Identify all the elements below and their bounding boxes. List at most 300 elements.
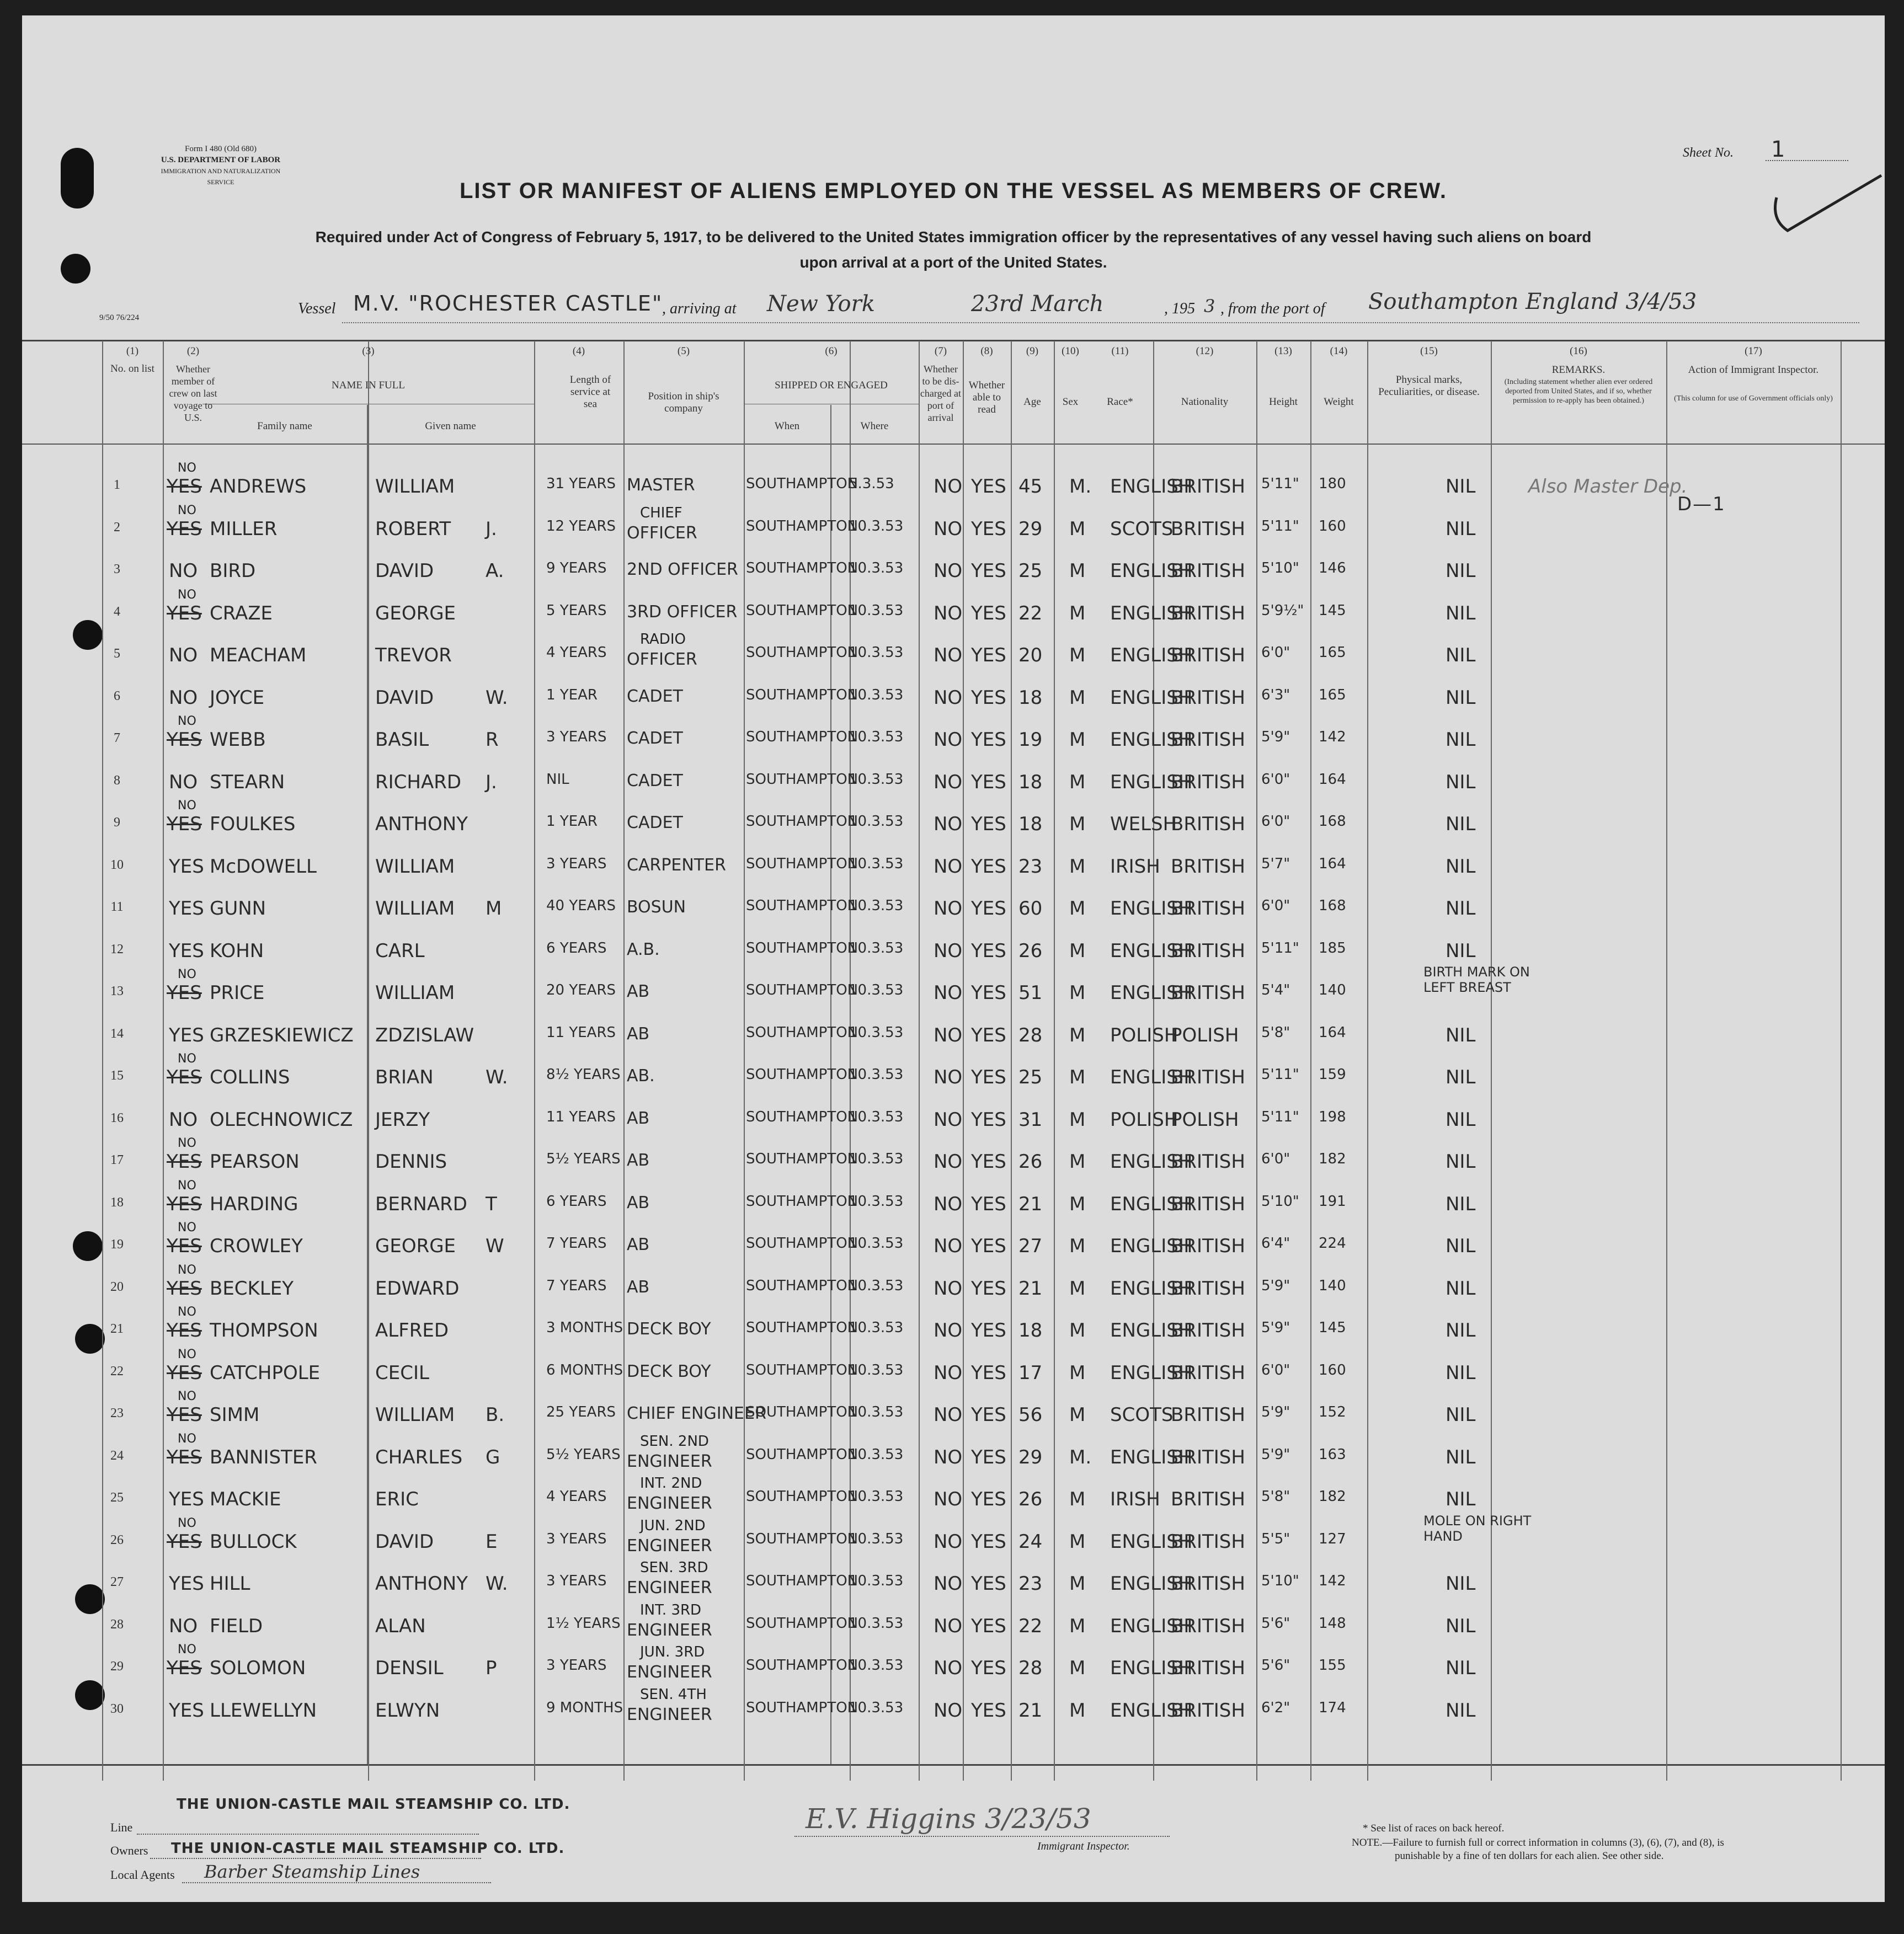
cell-disch: NO [934, 1657, 963, 1679]
cell-family: FOULKES [210, 813, 296, 835]
cell-disch: NO [934, 813, 963, 835]
cell-read: YES [971, 602, 1006, 624]
cell-race: ENGLISH [1110, 560, 1193, 582]
crew-row [22, 1305, 1885, 1350]
cell-sex: M [1069, 602, 1086, 624]
cell-last-voyage: NO [169, 771, 198, 793]
col-number: (11) [1111, 345, 1129, 357]
cell-no: 22 [110, 1364, 124, 1379]
cell-family: FIELD [210, 1615, 263, 1637]
cell-race: ENGLISH [1110, 982, 1193, 1004]
cell-sex: M [1069, 560, 1086, 582]
cell-height: 5'11" [1261, 939, 1299, 957]
col-number: (13) [1274, 345, 1292, 357]
cell-position: ENGINEER [627, 1663, 712, 1682]
cell-given: EDWARD [375, 1277, 460, 1300]
cell-last-voyage: NO [169, 644, 198, 666]
cell-position: ENGINEER [627, 1536, 712, 1556]
col-header-discharged: Whether to be dis-charged at port of arrival [920, 364, 962, 423]
cell-given: ALFRED [375, 1319, 449, 1342]
cell-family: PRICE [210, 982, 265, 1004]
cell-position: AB [627, 1193, 650, 1212]
cell-weight: 164 [1319, 771, 1346, 788]
service-name: IMMIGRATION AND NATURALIZATION SERVICE [161, 167, 281, 186]
cell-nat: BRITISH [1171, 1573, 1245, 1595]
col-header-name: NAME IN FULL [332, 380, 405, 391]
cell-race: ENGLISH [1110, 602, 1193, 624]
cell-disch: NO [934, 1573, 963, 1595]
cell-service: 1 YEAR [546, 813, 598, 830]
cell-where: SOUTHAMPTON [746, 1277, 858, 1294]
cell-last-voyage-struck: YES [167, 476, 202, 498]
cell-position-prefix: JUN. 2ND [640, 1517, 706, 1534]
cell-position: CADET [627, 813, 683, 832]
cell-weight: 165 [1319, 686, 1346, 703]
cell-position: CADET [627, 729, 683, 748]
crew-row [22, 549, 1885, 591]
sheet-number-value: 1 [1771, 137, 1786, 162]
cell-disch: NO [934, 517, 963, 540]
cell-nat: BRITISH [1171, 602, 1245, 624]
cell-where: SOUTHAMPTON [746, 1024, 858, 1041]
cell-position: MASTER [627, 476, 695, 495]
cell-where: SOUTHAMPTON [746, 813, 858, 830]
cell-last-voyage: NO [178, 461, 196, 475]
cell-weight: 145 [1319, 1319, 1346, 1336]
cell-position: A.B. [627, 939, 660, 959]
col-number: (2) [186, 345, 200, 357]
cell-marks: NIL [1446, 1615, 1476, 1637]
col-header-service: Length of service at sea [569, 374, 611, 410]
cell-nat: BRITISH [1171, 1193, 1245, 1215]
cell-read: YES [971, 476, 1006, 498]
cell-weight: 145 [1319, 602, 1346, 619]
cell-last-voyage: NO [169, 560, 198, 582]
cell-given: ZDZISLAW [375, 1024, 474, 1046]
cell-height: 6'0" [1261, 644, 1290, 661]
cell-nat: BRITISH [1171, 1657, 1245, 1679]
cell-age: 21 [1018, 1699, 1043, 1722]
cell-read: YES [971, 1361, 1006, 1384]
cell-no: 8 [114, 773, 120, 788]
cell-given: CECIL [375, 1361, 429, 1384]
manifest-sheet [22, 15, 1885, 1902]
cell-nat: BRITISH [1171, 1404, 1245, 1426]
cell-weight: 142 [1319, 1573, 1346, 1589]
cell-no: 1 [114, 478, 120, 492]
cell-position-prefix: CHIEF [640, 504, 682, 521]
line-label: Line [110, 1820, 133, 1834]
cell-race: ENGLISH [1110, 1319, 1193, 1342]
cell-no: 20 [110, 1279, 124, 1294]
cell-race: ENGLISH [1110, 729, 1193, 751]
cell-disch: NO [934, 1615, 963, 1637]
cell-position: 2ND OFFICER [627, 560, 738, 579]
cell-family: KOHN [210, 939, 264, 962]
cell-weight: 164 [1319, 1024, 1346, 1041]
cell-init: W. [486, 1066, 508, 1088]
cell-sex: M [1069, 1530, 1086, 1553]
cell-marks: NIL [1446, 897, 1476, 920]
cell-position: BOSUN [627, 897, 686, 917]
cell-nat: BRITISH [1171, 644, 1245, 666]
cell-family: CROWLEY [210, 1235, 303, 1257]
cell-weight: 168 [1319, 897, 1346, 914]
cell-weight: 160 [1319, 517, 1346, 535]
cell-given: TREVOR [375, 644, 452, 666]
cell-weight: 198 [1319, 1108, 1346, 1125]
cell-given: DAVID [375, 686, 434, 709]
cell-service: 6 YEARS [546, 939, 607, 957]
cell-marks: NIL [1446, 729, 1476, 751]
cell-no: 11 [110, 900, 124, 914]
cell-last-voyage: YES [169, 939, 204, 962]
crew-row [22, 1513, 1885, 1562]
cell-when: 10.3.53 [849, 1530, 904, 1547]
cell-weight: 174 [1319, 1699, 1346, 1716]
cell-where: SOUTHAMPTON [746, 1488, 858, 1505]
cell-last-voyage-struck: YES [167, 1404, 202, 1426]
col-header-sex: Sex [1062, 396, 1079, 408]
cell-race: ENGLISH [1110, 644, 1193, 666]
cell-race: ENGLISH [1110, 939, 1193, 962]
col-number: (14) [1330, 345, 1348, 357]
cell-weight: 127 [1319, 1530, 1346, 1547]
cell-init: A. [486, 560, 504, 582]
cell-last-voyage-struck: YES [167, 517, 202, 540]
cell-age: 21 [1018, 1193, 1043, 1215]
cell-weight: 165 [1319, 644, 1346, 661]
cell-family: BECKLEY [210, 1277, 294, 1300]
form-number: Form I 480 (Old 680) [185, 145, 257, 153]
cell-where: SOUTHAMPTON [746, 686, 858, 703]
cell-last-voyage: YES [169, 855, 204, 878]
cell-sex: M [1069, 1404, 1086, 1426]
cell-last-voyage: NO [178, 714, 196, 728]
cell-no: 7 [114, 731, 120, 745]
cell-where: SOUTHAMPTON [746, 1615, 858, 1632]
cell-weight: 191 [1319, 1193, 1346, 1210]
cell-disch: NO [934, 1530, 963, 1553]
cell-nat: BRITISH [1171, 771, 1245, 793]
cell-nat: BRITISH [1171, 982, 1245, 1004]
crew-row [22, 1221, 1885, 1266]
cell-read: YES [971, 1699, 1006, 1722]
cell-age: 28 [1018, 1657, 1043, 1679]
cell-read: YES [971, 1319, 1006, 1342]
cell-age: 17 [1018, 1361, 1043, 1384]
col-header-marks: Physical marks, Peculiarities, or disease. [1378, 374, 1480, 398]
cell-sex: M [1069, 686, 1086, 709]
cell-read: YES [971, 855, 1006, 878]
cell-disch: NO [934, 476, 963, 498]
cell-sex: M [1069, 1151, 1086, 1173]
cell-marks: NIL [1446, 1404, 1476, 1426]
cell-no: 13 [110, 984, 124, 998]
cell-family: THOMPSON [210, 1319, 318, 1342]
cell-service: 9 MONTHS [546, 1699, 623, 1716]
agents-label: Local Agents [110, 1868, 175, 1882]
cell-last-voyage-struck: YES [167, 1235, 202, 1257]
cell-where: SOUTHAMPTON [746, 1404, 858, 1420]
cell-nat: BRITISH [1171, 939, 1245, 962]
cell-disch: NO [934, 1277, 963, 1300]
cell-where: SOUTHAMPTON [746, 1699, 858, 1716]
crew-row [22, 1431, 1885, 1477]
cell-disch: NO [934, 982, 963, 1004]
cell-height: 5'9" [1261, 1319, 1290, 1336]
cell-read: YES [971, 1235, 1006, 1257]
cell-sex: M [1069, 1657, 1086, 1679]
cell-weight: 168 [1319, 813, 1346, 830]
crew-row [22, 1390, 1885, 1435]
cell-position: ENGINEER [627, 1620, 712, 1640]
cell-weight: 160 [1319, 1361, 1346, 1379]
cell-nat: BRITISH [1171, 1277, 1245, 1300]
cell-last-voyage-struck: YES [167, 1657, 202, 1679]
cell-last-voyage-struck: YES [167, 1530, 202, 1553]
crew-row [22, 676, 1885, 718]
cell-where: SOUTHAMPTON [746, 982, 858, 998]
cell-position-prefix: INT. 2ND [640, 1475, 702, 1492]
cell-disch: NO [934, 855, 963, 878]
cell-given: BRIAN [375, 1066, 434, 1088]
cell-last-voyage-struck: YES [167, 1193, 202, 1215]
cell-nat: BRITISH [1171, 1066, 1245, 1088]
crew-row [22, 1601, 1885, 1646]
cell-family: MACKIE [210, 1488, 281, 1510]
cell-where: SOUTHAMPTON [746, 1108, 858, 1125]
cell-read: YES [971, 1024, 1006, 1046]
cell-read: YES [971, 686, 1006, 709]
cell-where: SOUTHAMPTON [746, 1319, 858, 1336]
cell-read: YES [971, 813, 1006, 835]
cell-weight: 180 [1319, 476, 1346, 492]
col-header-remarks: REMARKS. [1551, 364, 1606, 376]
cell-when: 10.3.53 [849, 1151, 904, 1167]
from-port-label: , from the port of [1220, 300, 1325, 317]
cell-disch: NO [934, 1404, 963, 1426]
cell-given: ALAN [375, 1615, 426, 1637]
cell-sex: M [1069, 1615, 1086, 1637]
cell-service: 5½ YEARS [546, 1446, 621, 1463]
cell-weight: 140 [1319, 982, 1346, 998]
cell-marks: NIL [1446, 1319, 1476, 1342]
crew-row [22, 799, 1885, 844]
cell-given: DAVID [375, 560, 434, 582]
inspector-mark: D—1 [1677, 493, 1726, 515]
cell-marks: NIL [1446, 1488, 1476, 1510]
col-header-where: Where [860, 420, 889, 432]
cell-last-voyage: YES [169, 1024, 204, 1046]
cell-sex: M. [1069, 1446, 1092, 1468]
arrival-date: 23rd March [971, 291, 1104, 317]
cell-marks: NIL [1446, 939, 1476, 962]
sheet-number-line [1766, 160, 1848, 161]
cell-family: CRAZE [210, 602, 273, 624]
cell-height: 5'10" [1261, 1193, 1299, 1210]
cell-sex: M [1069, 813, 1086, 835]
cell-marks: NIL [1446, 602, 1476, 624]
cell-read: YES [971, 1657, 1006, 1679]
cell-last-voyage-struck: YES [167, 729, 202, 751]
cell-weight: 159 [1319, 1066, 1346, 1083]
cell-position: OFFICER [627, 650, 697, 669]
cell-when: 10.3.53 [849, 771, 904, 788]
cell-no: 21 [110, 1322, 124, 1336]
col-number: (1) [126, 345, 139, 357]
cell-when: 10.3.53 [849, 602, 904, 619]
form-code: 9/50 76/224 [99, 313, 140, 322]
cell-nat: BRITISH [1171, 1361, 1245, 1384]
cell-marks: NIL [1446, 1277, 1476, 1300]
cell-position: AB. [627, 1066, 655, 1086]
cell-where: SOUTHAMPTON [746, 644, 858, 661]
cell-given: WILLIAM [375, 897, 455, 920]
cell-marks: NIL [1446, 1699, 1476, 1722]
cell-race: ENGLISH [1110, 1530, 1193, 1553]
cell-read: YES [971, 1530, 1006, 1553]
page-title: LIST OR MANIFEST OF ALIENS EMPLOYED ON THE VESSEL AS MEMBERS OF CREW. [460, 179, 1447, 203]
cell-marks: NIL [1446, 644, 1476, 666]
cell-age: 28 [1018, 1024, 1043, 1046]
cell-last-voyage-struck: YES [167, 1361, 202, 1384]
cell-service: 7 YEARS [546, 1235, 607, 1252]
cell-sex: M [1069, 771, 1086, 793]
cell-nat: BRITISH [1171, 1530, 1245, 1553]
cell-disch: NO [934, 1488, 963, 1510]
sheet-number-label: Sheet No. [1683, 146, 1734, 160]
cell-last-voyage-struck: YES [167, 1319, 202, 1342]
cell-init: R [486, 729, 499, 751]
cell-nat: BRITISH [1171, 1446, 1245, 1468]
cell-no: 3 [114, 562, 120, 576]
cell-race: ENGLISH [1110, 1235, 1193, 1257]
cell-family: STEARN [210, 771, 285, 793]
cell-given: RICHARD [375, 771, 462, 793]
cell-sex: M [1069, 897, 1086, 920]
cell-race: ENGLISH [1110, 1615, 1193, 1637]
cell-where: SOUTHAMPTON [746, 771, 858, 788]
cell-last-voyage-struck: YES [167, 982, 202, 1004]
col-header-remarks-note: (Including statement whether alien ever ordered deported from United States, and if so, whether permission to re-apply has been obtained.) [1504, 378, 1653, 405]
cell-read: YES [971, 1615, 1006, 1637]
cell-given: WILLIAM [375, 982, 455, 1004]
cell-no: 6 [114, 688, 120, 703]
inspector-label: Immigrant Inspector. [1037, 1840, 1130, 1852]
cell-marks: NIL [1446, 1235, 1476, 1257]
cell-where: SOUTHAMPTON [746, 1193, 858, 1210]
cell-age: 20 [1018, 644, 1043, 666]
cell-age: 18 [1018, 813, 1043, 835]
cell-marks: NIL [1446, 855, 1476, 878]
cell-where: SOUTHAMPTON [746, 1235, 858, 1252]
col-number: (15) [1420, 345, 1438, 357]
cell-init: W. [486, 686, 508, 709]
cell-height: 5'11" [1261, 517, 1299, 535]
cell-position: ENGINEER [627, 1494, 712, 1513]
cell-last-voyage: NO [178, 1347, 196, 1361]
cell-age: 26 [1018, 1151, 1043, 1173]
cell-height: 5'11" [1261, 1108, 1299, 1125]
cell-position: AB [627, 1235, 650, 1254]
cell-no: 23 [110, 1406, 124, 1420]
cell-position: DECK BOY [627, 1361, 711, 1381]
cell-position: ENGINEER [627, 1578, 712, 1598]
col-header-height: Height [1269, 396, 1298, 408]
cell-given: BASIL [375, 729, 429, 751]
cell-when: 10.3.53 [849, 1277, 904, 1294]
cell-nat: BRITISH [1171, 1151, 1245, 1173]
crew-row [22, 1052, 1885, 1097]
owners-value: THE UNION-CASTLE MAIL STEAMSHIP CO. LTD. [171, 1840, 565, 1857]
cell-race: ENGLISH [1110, 897, 1193, 920]
cell-sex: M. [1069, 476, 1092, 498]
cell-height: 6'0" [1261, 813, 1290, 830]
cell-sex: M [1069, 1573, 1086, 1595]
crew-row [22, 964, 1885, 1013]
cell-nat: BRITISH [1171, 1699, 1245, 1722]
cell-marks: NIL [1446, 1108, 1476, 1131]
cell-height: 5'9½" [1261, 602, 1304, 619]
cell-height: 5'9" [1261, 729, 1290, 745]
cell-service: 8½ YEARS [546, 1066, 621, 1083]
cell-height: 6'4" [1261, 1235, 1290, 1252]
cell-marks: NIL [1446, 1066, 1476, 1088]
cell-sex: M [1069, 1488, 1086, 1510]
cell-weight: 163 [1319, 1446, 1346, 1463]
crew-row [22, 1263, 1885, 1308]
cell-age: 27 [1018, 1235, 1043, 1257]
cell-where: SOUTHAMPTON [746, 560, 858, 576]
cell-service: 31 YEARS [546, 476, 616, 492]
cell-given: WILLIAM [375, 1404, 455, 1426]
cell-sex: M [1069, 644, 1086, 666]
crew-row [22, 461, 1885, 506]
company-stamp: THE UNION-CASTLE MAIL STEAMSHIP CO. LTD. [177, 1796, 570, 1813]
cell-position-prefix: JUN. 3RD [640, 1644, 705, 1660]
cell-service: 4 YEARS [546, 644, 607, 661]
cell-position-prefix: SEN. 3RD [640, 1559, 708, 1576]
cell-no: 24 [110, 1448, 124, 1463]
cell-no: 10 [110, 857, 124, 872]
cell-init: M [486, 897, 502, 920]
cell-sex: M [1069, 1024, 1086, 1046]
cell-when: 10.3.53 [849, 1235, 904, 1252]
cell-init: W. [486, 1573, 508, 1595]
cell-sex: M [1069, 729, 1086, 751]
cell-last-voyage: YES [169, 1699, 204, 1722]
cell-disch: NO [934, 1193, 963, 1215]
cell-disch: NO [934, 771, 963, 793]
crew-row [22, 1559, 1885, 1604]
cell-position: AB [627, 982, 650, 1001]
crew-row [22, 1098, 1885, 1140]
cell-service: 20 YEARS [546, 982, 616, 998]
cell-given: ROBERT [375, 517, 451, 540]
vessel-label: Vessel [298, 300, 336, 317]
cell-race: ENGLISH [1110, 1066, 1193, 1088]
cell-when: 10.3.53 [849, 1615, 904, 1632]
cell-position-prefix: INT. 3RD [640, 1601, 702, 1618]
cell-when: 10.3.53 [849, 1573, 904, 1589]
cell-age: 60 [1018, 897, 1043, 920]
cell-service: 1 YEAR [546, 686, 598, 703]
cell-nat: BRITISH [1171, 686, 1245, 709]
cell-read: YES [971, 1108, 1006, 1131]
col-header-no: No. on list [110, 363, 154, 375]
cell-when: 10.3.53 [849, 1404, 904, 1420]
